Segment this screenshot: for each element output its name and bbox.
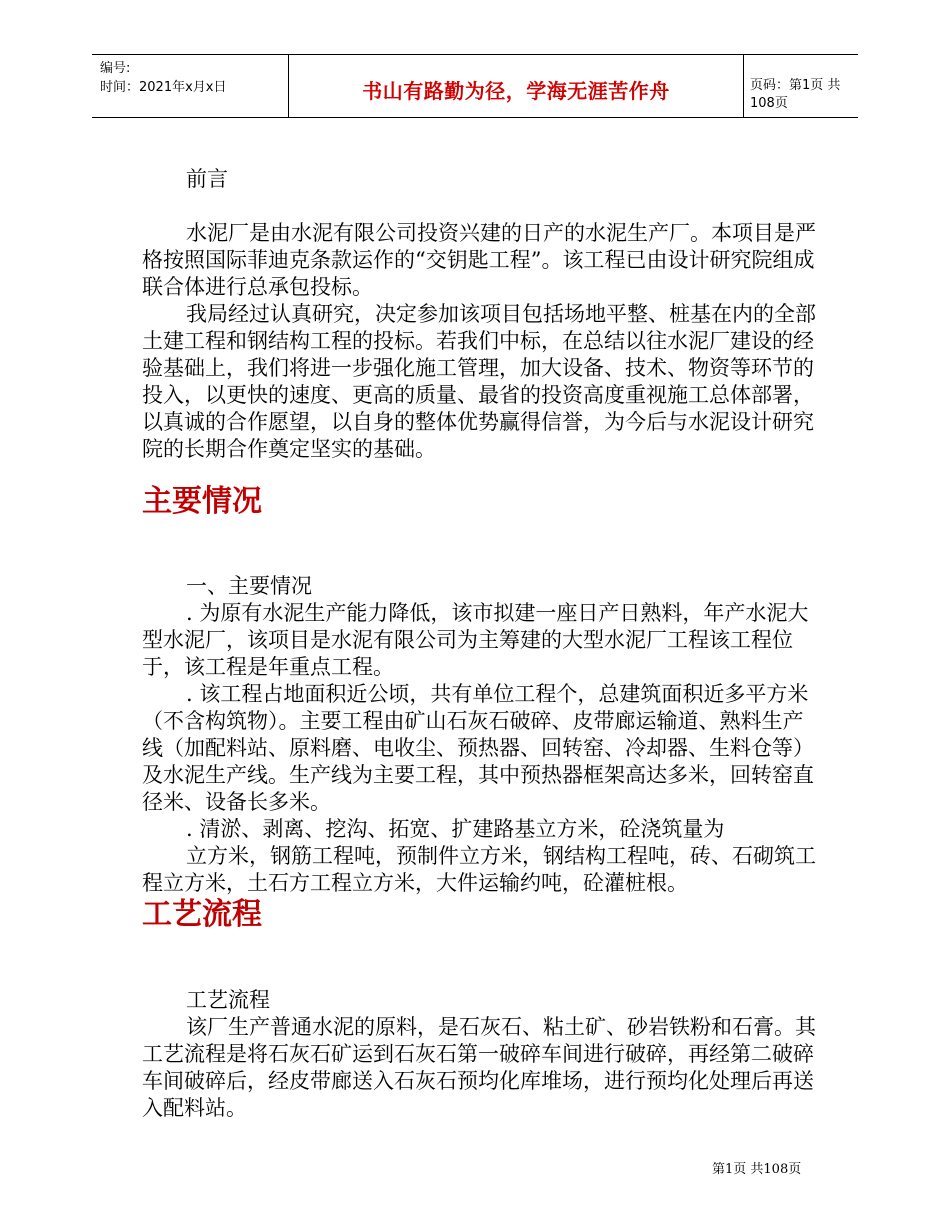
document-time-label: 时间：2021年x月x日 — [100, 80, 227, 95]
header-page-number: 页码：第1页 共108页 — [750, 78, 841, 111]
preface-paragraph-1: 水泥厂是由水泥有限公司投资兴建的日产的水泥生产厂。本项目是严格按照国际菲迪克条款运作的“交钥匙工程”。该工程已由设计研究院组成联合体进行总承包投标。 — [142, 221, 816, 299]
section-heading-process-flow: 工艺流程 — [142, 897, 262, 932]
main-situation-paragraph-2: . 该工程占地面积近公顷，共有单位工程个，总建筑面积近多平方米（不含构筑物）。主要工程由矿山石灰石破碎、皮带廊运输道、熟料生产线（加配料站、原料磨、电收尘、预热器、回转窑、冷却器、生料仓等）及水泥生产线。生产线为主要工程，其中预热器框架高达多米，回转窑直径米、设备长多米。 — [142, 682, 814, 814]
preface-section — [142, 166, 822, 193]
process-flow-subtitle: 工艺流程 — [186, 988, 270, 1012]
main-situation-paragraph-4: 立方米，钢筋工程吨，预制件立方米，钢结构工程吨，砖、石砌筑工程立方米，土石方工程立方米，大件运输约吨，砼灌桩根。 — [142, 844, 816, 895]
preface-paragraph-2: 我局经过认真研究，决定参加该项目包括场地平整、桩基在内的全部土建工程和钢结构工程的投标。若我们中标，在总结以往水泥厂建设的经验基础上，我们将进一步强化施工管理，加大设备、技术、物资等环节的投入，以更快的速度、更高的质量、最省的投资高度重视施工总体部署，以真诚的合作愿望，以自身的整体优势赢得信誉，为今后与水泥设计研究院的长期合作奠定坚实的基础。 — [142, 302, 816, 461]
header-motto-cell — [288, 55, 744, 117]
main-situation-paragraph-3: . 清淤、剥离、挖沟、拓宽、扩建路基立方米，砼浇筑量为 — [186, 817, 725, 841]
page-footer-number: 第1页 共108页 — [712, 1162, 802, 1177]
main-situation-subtitle: 一、主要情况 — [186, 574, 312, 598]
process-flow-body — [142, 987, 822, 1122]
header-page-cell — [742, 55, 858, 117]
preface-body — [142, 220, 822, 463]
preface-title: 前言 — [186, 167, 228, 191]
document-number-label: 编号: — [100, 61, 131, 76]
page-header — [92, 54, 858, 118]
main-situation-paragraph-1: . 为原有水泥生产能力降低，该市拟建一座日产日熟料，年产水泥大型水泥厂，该项目是水泥有限公司为主筹建的大型水泥厂工程该工程位于，该工程是年重点工程。 — [142, 601, 809, 679]
header-motto: 书山有路勤为径，学海无涯苦作舟 — [362, 79, 670, 103]
process-flow-paragraph-1: 该厂生产普通水泥的原料，是石灰石、粘土矿、砂岩铁粉和石膏。其工艺流程是将石灰石矿运到石灰石第一破碎车间进行破碎，再经第二破碎车间破碎后，经皮带廊送入石灰石预均化库堆场，进行预均化处理后再送入配料站。 — [142, 1015, 816, 1120]
main-situation-body — [142, 573, 822, 897]
section-heading-main-situation: 主要情况 — [142, 484, 262, 519]
header-meta — [92, 55, 288, 117]
